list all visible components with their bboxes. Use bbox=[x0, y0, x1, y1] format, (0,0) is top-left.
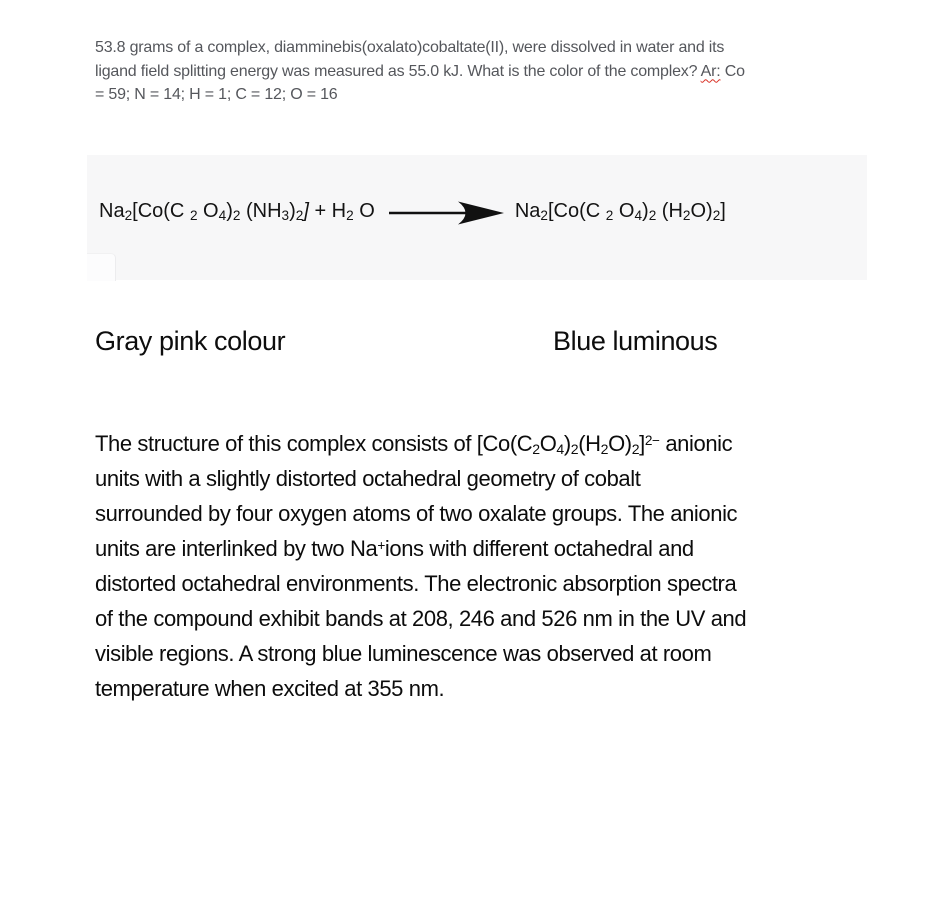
paragraph-line: temperature when excited at 355 nm. bbox=[95, 676, 445, 701]
paragraph-line: The structure of this complex consists of $[Co(C_2O_4)_2(H_2O)_2]^{2-}$ anionic bbox=[95, 431, 733, 457]
product-formula: $Na_2[Co(C$ $_2$ $O_4)_2$ $(H_2O)_2$] bbox=[514, 199, 726, 223]
question-line: ligand field splitting energy was measured as 55.0 kJ. What is the color of the complex? Ar: Co bbox=[95, 62, 745, 80]
paragraph-line: distorted octahedral environments. The electronic absorption spectra bbox=[95, 571, 737, 596]
paragraph-line: surrounded by four oxygen atoms of two oxalate groups. The anionic bbox=[95, 501, 738, 526]
product-colour-label: Blue luminous bbox=[553, 326, 718, 356]
reactant-colour-label: Gray pink colour bbox=[95, 326, 286, 356]
paragraph-line: units with a slightly distorted octahedral geometry of cobalt bbox=[95, 466, 641, 491]
paragraph-line: units are interlinked by two Na+ions with different octahedral and bbox=[95, 536, 694, 561]
chemical-equation bbox=[99, 155, 726, 267]
reactant-formula: $Na_2[Co(C$ $_2$ $O_4)_2$ $(NH_3)_2] + H_2$ O bbox=[99, 199, 375, 223]
equation-box bbox=[87, 155, 867, 280]
paragraph-line: of the compound exhibit bands at 208, 246 and 526 nm in the UV and bbox=[95, 606, 747, 631]
question-line: 53.8 grams of a complex, diamminebis(oxalato)cobaltate(II), were dissolved in water and its bbox=[95, 39, 725, 56]
reaction-arrow-icon bbox=[389, 200, 505, 226]
description-paragraph bbox=[95, 426, 885, 706]
question-text bbox=[95, 36, 875, 107]
question-line: = 59; N = 14; H = 1; C = 12; O = 16 bbox=[95, 86, 338, 103]
paragraph-line: visible regions. A strong blue luminescence was observed at room bbox=[95, 641, 712, 666]
box-corner-notch bbox=[87, 253, 116, 281]
